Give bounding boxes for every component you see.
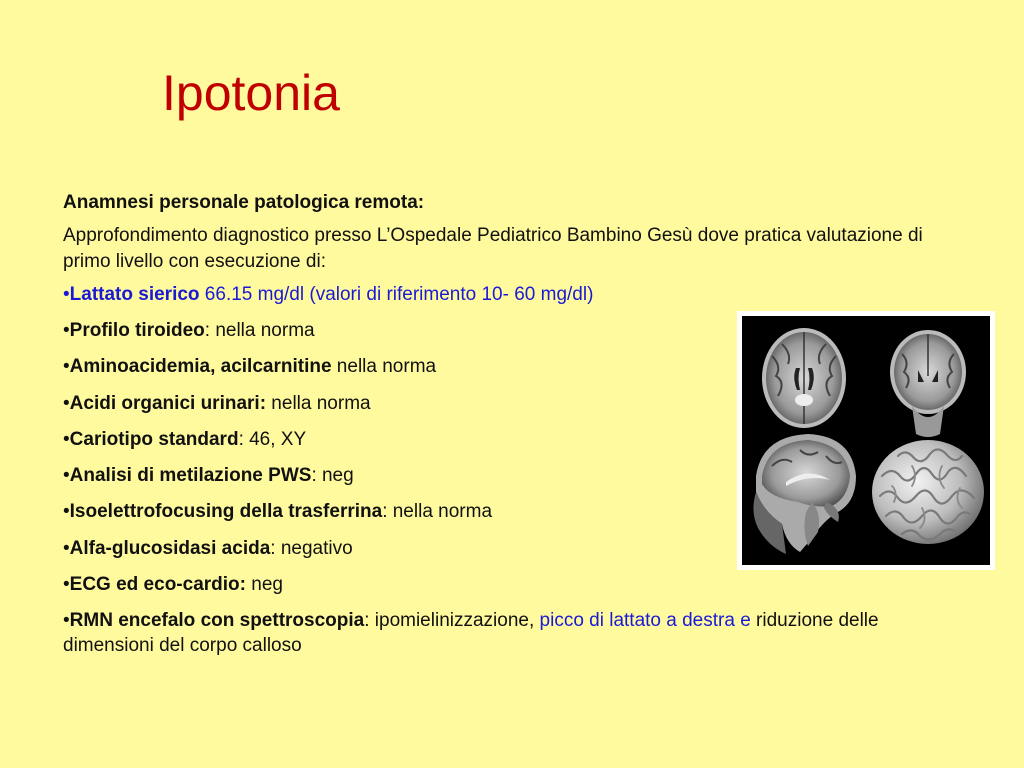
finding-value-highlight: picco di lattato a destra e: [539, 610, 751, 632]
bullet-glyph: •: [63, 610, 70, 632]
finding-lattato: [63, 282, 923, 307]
intro-text: Approfondimento diagnostico presso L’Ospedale Pediatrico Bambino Gesù dove pratica valutazione di primo livello con esecuzione di:: [63, 225, 923, 272]
finding-value: : neg: [311, 465, 354, 487]
finding-label: Cariotipo standard: [69, 428, 239, 450]
bullet-glyph: •: [63, 320, 70, 342]
finding-value-tail: riduzione delle dimensioni del corpo calloso: [63, 610, 879, 657]
finding-value: nella norma: [331, 356, 437, 378]
finding-label: Acidi organici urinari:: [69, 392, 267, 414]
bullet-glyph: •: [63, 501, 70, 523]
bullet-glyph: •: [63, 283, 70, 305]
finding-label: Profilo tiroideo: [69, 320, 205, 342]
mri-svg: [742, 316, 990, 565]
finding-label: Aminoacidemia, acilcarnitine: [69, 356, 332, 378]
finding-rmn: [63, 608, 923, 659]
slide-title: Ipotonia: [162, 65, 340, 121]
finding-value: : negativo: [270, 537, 353, 559]
finding-label: Isoelettrofocusing della trasferrina: [69, 501, 383, 523]
bullet-glyph: •: [63, 392, 70, 414]
finding-label: ECG ed eco-cardio:: [69, 573, 246, 595]
finding-label: RMN encefalo con spettroscopia: [69, 610, 365, 632]
finding-label: Alfa-glucosidasi acida: [69, 537, 271, 559]
mri-3d-surface-panel: [872, 440, 984, 544]
finding-label: Lattato sierico: [69, 283, 200, 305]
finding-value: nella norma: [266, 392, 371, 414]
bullet-glyph: •: [63, 465, 70, 487]
brain-mri-montage: [737, 311, 995, 570]
bullet-glyph: •: [63, 356, 70, 378]
finding-value: : nella norma: [382, 501, 493, 523]
bullet-glyph: •: [63, 537, 70, 559]
section-heading: Anamnesi personale patologica remota:: [63, 192, 425, 213]
finding-ecg: [63, 572, 923, 597]
finding-value: : nella norma: [204, 320, 315, 342]
finding-value: neg: [245, 573, 283, 595]
finding-value: : 46, XY: [238, 428, 307, 450]
finding-label: Analisi di metilazione PWS: [69, 465, 312, 487]
finding-value: 66.15 mg/dl (valori di riferimento 10- 60 mg/dl): [199, 283, 594, 305]
bullet-glyph: •: [63, 428, 70, 450]
mri-axial-panel: [762, 328, 846, 428]
finding-value: : ipomielinizzazione,: [364, 610, 540, 632]
bullet-glyph: •: [63, 573, 70, 595]
